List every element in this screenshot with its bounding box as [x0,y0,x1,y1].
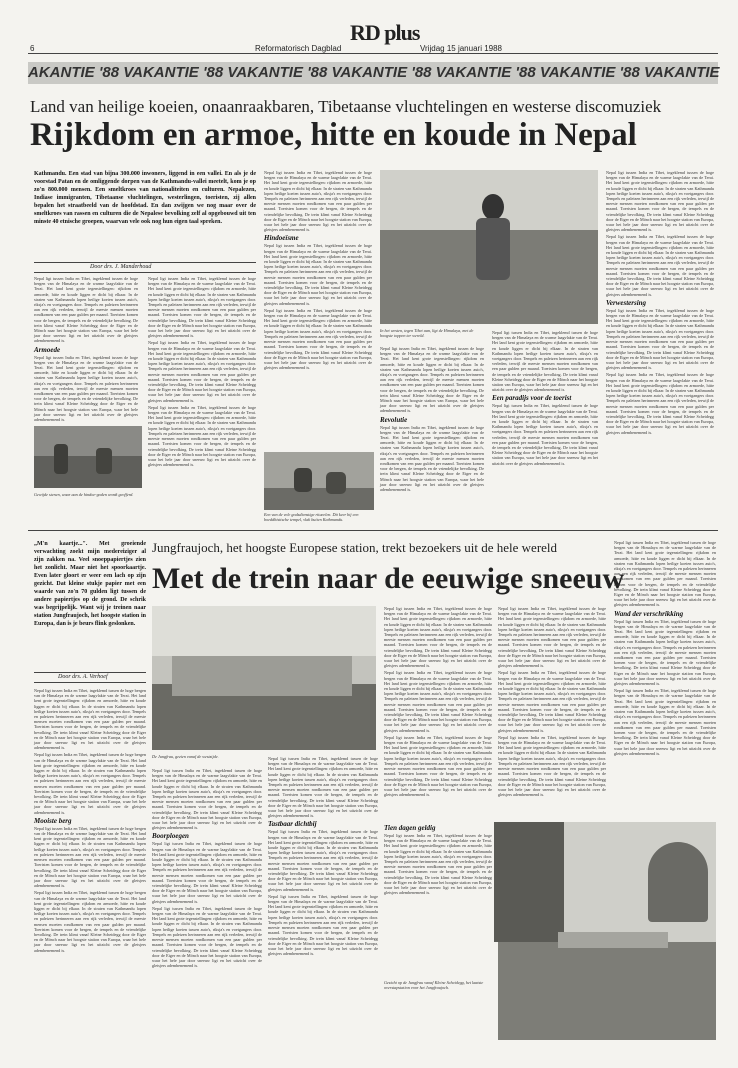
caption-kleine-scheidegg: Gezicht op de Jungfrau vanaf Kleine Scheidegg, het laatste overstapstation voor het Jungfraujoch. [384,980,484,991]
banner-text: AKANTIE '88 VAKANTIE '88 VAKANTIE '88 VAKANTIE '88 VAKANTIE '88 VAKANTIE '88 VAKANTIE [28,64,720,81]
article1-headline: Rijkdom en armoe, hitte en koude in Nepal [30,117,637,153]
photo-himalaya [380,170,598,324]
photo-jungfrau-west [152,606,376,750]
article2-headline: Met de trein naar de eeuwige sneeuw [152,562,625,595]
article2-intro: „M'n kaartje...". Met groeiende verwachting zoekt mijn medereiziger al zijn zakken na. Veel snoeppapiertjes zien het zonlicht. Maar niet het spoorkaartje. Even later gloort er weer een lach op zijn gezicht. Dat kleine stukje papier met een waarde van zo'n 70 gulden ligt tussen de andere papiertjes op de grond. De schrik was begrijpelijk. Want wij je treinen naar station Jungfraujoch, het hoogste station in Europa, dan is je beurs flink geslonken. [34,541,146,627]
article1-lead: Kathmandu. Een stad van bijna 300.000 inwoners, liggend in een vallei. En als je de voorstad Patan en de omliggende dorpen van de Kathmandu-vallei meetelt, kom je op zo'n 800.000 mensen. Een smeltkroes van nationaliteiten en culturen. Nepalezen, Indiase immigranten, Tibetaanse vluchtelingen, westerlingen, toeristen, zij allen bepalen het straatbeeld van de hoofdstad. En dan zwijgen we nog maar over de smeltkroes van rassen en culturen die de Nepalese bevolking zelf al opgebouwd uit ten minste 40 etnische groepen, waarvan vele ook nog hun eigen taal spreken. [34,171,256,225]
article2-kicker: Jungfraujoch, het hoogste Europese station, trekt bezoekers uit de hele wereld [152,540,558,555]
article2-col4: Nepal ligt tussen India en Tibet, ingeklemd tussen de hoge bergen van de Himalaya en de warme laagvlakte van de Terai. Het land kent grote tegenstellingen: rijkdom en armoede, hitte en koude liggen er dicht bij elkaar. In de straten van Kathmandu lopen heilige koeien tussen auto's, riksja's en voetgangers door. Tempels en paleizen herinneren aan een rijk verleden, terwijl de meeste mensen moeten rondkomen van een paar gulden per maand. Toeristen komen voor de bergen, de tempels en de vriendelijke bevolking. De trein klimt vanaf Kleine Scheidegg door de Eiger en de Mönch naar het hoogste station van Europa, waar het hele jaar door sneeuw ligt en het uitzicht over de gletsjers adembenemend is. Nepal ligt tussen India en Tibet, ingeklemd tussen de hoge bergen van de Himalaya en de warme laagvlakte van de Terai. Het land kent grote tegenstellingen: rijkdom en armoede, hitte en koude liggen er dicht bij elkaar. In de straten van Kathmandu lopen heilige koeien tussen auto's, riksja's en voetgangers door. Tempels en paleizen herinneren aan een rijk verleden, terwijl de meeste mensen moeten rondkomen van een paar gulden per maand. Toeristen komen voor de bergen, de tempels en de vriendelijke bevolking. De trein klimt vanaf Kleine Scheidegg door de Eiger en de Mönch naar het hoogste station van Europa, waar het hele jaar door sneeuw ligt en het uitzicht over de gletsjers adembenemend is. Nepal ligt tussen India en Tibet, ingeklemd tussen de hoge bergen van de Himalaya en de warme laagvlakte van de Terai. Het land kent grote tegenstellingen: rijkdom en armoede, hitte en koude liggen er dicht bij elkaar. In de straten van Kathmandu lopen heilige koeien tussen auto's, riksja's en voetgangers door. Tempels en paleizen herinneren aan een rijk verleden, terwijl de meeste mensen moeten rondkomen van een paar gulden per maand. Toeristen komen voor de bergen, de tempels en de vriendelijke bevolking. De trein klimt vanaf Kleine Scheidegg door de Eiger en de Mönch naar het hoogste station van Europa, waar het hele jaar door sneeuw ligt en het uitzicht over de gletsjers adembenemend is. [384,606,492,798]
logo: RD plus [350,20,420,45]
article2-col3: Nepal ligt tussen India en Tibet, ingeklemd tussen de hoge bergen van de Himalaya en de warme laagvlakte van de Terai. Het land kent grote tegenstellingen: rijkdom en armoede, hitte en koude liggen er dicht bij elkaar. In de straten van Kathmandu lopen heilige koeien tussen auto's, riksja's en voetgangers door. Tempels en paleizen herinneren aan een rijk verleden, terwijl de meeste mensen moeten rondkomen van een paar gulden per maand. Toeristen komen voor de bergen, de tempels en de vriendelijke bevolking. De trein klimt vanaf Kleine Scheidegg door de Eiger en de Mönch naar het hoogste station van Europa, waar het hele jaar door sneeuw ligt en het uitzicht over de gletsjers adembenemend is. Tastbaar dichtbij Nepal ligt tussen India en Tibet, ingeklemd tussen de hoge bergen van de Himalaya en de warme laagvlakte van de Terai. Het land kent grote tegenstellingen: rijkdom en armoede, hitte en koude liggen er dicht bij elkaar. In de straten van Kathmandu lopen heilige koeien tussen auto's, riksja's en voetgangers door. Tempels en paleizen herinneren aan een rijk verleden, terwijl de meeste mensen moeten rondkomen van een paar gulden per maand. Toeristen komen voor de bergen, de tempels en de vriendelijke bevolking. De trein klimt vanaf Kleine Scheidegg door de Eiger en de Mönch naar het hoogste station van Europa, waar het hele jaar door sneeuw ligt en het uitzicht over de gletsjers adembenemend is. Nepal ligt tussen India en Tibet, ingeklemd tussen de hoge bergen van de Himalaya en de warme laagvlakte van de Terai. Het land kent grote tegenstellingen: rijkdom en armoede, hitte en koude liggen er dicht bij elkaar. In de straten van Kathmandu lopen heilige koeien tussen auto's, riksja's en voetgangers door. Tempels en paleizen herinneren aan een rijk verleden, terwijl de meeste mensen moeten rondkomen van een paar gulden per maand. Toeristen komen voor de bergen, de tempels en de vriendelijke bevolking. De trein klimt vanaf Kleine Scheidegg door de Eiger en de Mönch naar het hoogste station van Europa, waar het hele jaar door sneeuw ligt en het uitzicht over de gletsjers adembenemend is. [268,756,378,957]
article1-col3: Nepal ligt tussen India en Tibet, ingeklemd tussen de hoge bergen van de Himalaya en de warme laagvlakte van de Terai. Het land kent grote tegenstellingen: rijkdom en armoede, hitte en koude liggen er dicht bij elkaar. In de straten van Kathmandu lopen heilige koeien tussen auto's, riksja's en voetgangers door. Tempels en paleizen herinneren aan een rijk verleden, terwijl de meeste mensen moeten rondkomen van een paar gulden per maand. Toeristen komen voor de bergen, de tempels en de vriendelijke bevolking. De trein klimt vanaf Kleine Scheidegg door de Eiger en de Mönch naar het hoogste station van Europa, waar het hele jaar door sneeuw ligt en het uitzicht over de gletsjers adembenemend is. Hindoeïsme Nepal ligt tussen India en Tibet, ingeklemd tussen de hoge bergen van de Himalaya en de warme laagvlakte van de Terai. Het land kent grote tegenstellingen: rijkdom en armoede, hitte en koude liggen er dicht bij elkaar. In de straten van Kathmandu lopen heilige koeien tussen auto's, riksja's en voetgangers door. Tempels en paleizen herinneren aan een rijk verleden, terwijl de meeste mensen moeten rondkomen van een paar gulden per maand. Toeristen komen voor de bergen, de tempels en de vriendelijke bevolking. De trein klimt vanaf Kleine Scheidegg door de Eiger en de Mönch naar het hoogste station van Europa, waar het hele jaar door sneeuw ligt en het uitzicht over de gletsjers adembenemend is. Nepal ligt tussen India en Tibet, ingeklemd tussen de hoge bergen van de Himalaya en de warme laagvlakte van de Terai. Het land kent grote tegenstellingen: rijkdom en armoede, hitte en koude liggen er dicht bij elkaar. In de straten van Kathmandu lopen heilige koeien tussen auto's, riksja's en voetgangers door. Tempels en paleizen herinneren aan een rijk verleden, terwijl de meeste mensen moeten rondkomen van een paar gulden per maand. Toeristen komen voor de bergen, de tempels en de vriendelijke bevolking. De trein klimt vanaf Kleine Scheidegg door de Eiger en de Mönch naar het hoogste station van Europa, waar het hele jaar door sneeuw ligt en het uitzicht over de gletsjers adembenemend is. [264,170,372,371]
paper-name: Reformatorisch Dagblad [255,44,342,53]
date: Vrijdag 15 januari 1988 [420,44,502,53]
article2-byline: Door drs. A. Verhoef [58,674,108,680]
article1-col6: Nepal ligt tussen India en Tibet, ingeklemd tussen de hoge bergen van de Himalaya en de warme laagvlakte van de Terai. Het land kent grote tegenstellingen: rijkdom en armoede, hitte en koude liggen er dicht bij elkaar. In de straten van Kathmandu lopen heilige koeien tussen auto's, riksja's en voetgangers door. Tempels en paleizen herinneren aan een rijk verleden, terwijl de meeste mensen moeten rondkomen van een paar gulden per maand. Toeristen komen voor de bergen, de tempels en de vriendelijke bevolking. De trein klimt vanaf Kleine Scheidegg door de Eiger en de Mönch naar het hoogste station van Europa, waar het hele jaar door sneeuw ligt en het uitzicht over de gletsjers adembenemend is. Nepal ligt tussen India en Tibet, ingeklemd tussen de hoge bergen van de Himalaya en de warme laagvlakte van de Terai. Het land kent grote tegenstellingen: rijkdom en armoede, hitte en koude liggen er dicht bij elkaar. In de straten van Kathmandu lopen heilige koeien tussen auto's, riksja's en voetgangers door. Tempels en paleizen herinneren aan een rijk verleden, terwijl de meeste mensen moeten rondkomen van een paar gulden per maand. Toeristen komen voor de bergen, de tempels en de vriendelijke bevolking. De trein klimt vanaf Kleine Scheidegg door de Eiger en de Mönch naar het hoogste station van Europa, waar het hele jaar door sneeuw ligt en het uitzicht over de gletsjers adembenemend is. Verwestersing Nepal ligt tussen India en Tibet, ingeklemd tussen de hoge bergen van de Himalaya en de warme laagvlakte van de Terai. Het land kent grote tegenstellingen: rijkdom en armoede, hitte en koude liggen er dicht bij elkaar. In de straten van Kathmandu lopen heilige koeien tussen auto's, riksja's en voetgangers door. Tempels en paleizen herinneren aan een rijk verleden, terwijl de meeste mensen moeten rondkomen van een paar gulden per maand. Toeristen komen voor de bergen, de tempels en de vriendelijke bevolking. De trein klimt vanaf Kleine Scheidegg door de Eiger en de Mönch naar het hoogste station van Europa, waar het hele jaar door sneeuw ligt en het uitzicht over de gletsjers adembenemend is. Nepal ligt tussen India en Tibet, ingeklemd tussen de hoge bergen van de Himalaya en de warme laagvlakte van de Terai. Het land kent grote tegenstellingen: rijkdom en armoede, hitte en koude liggen er dicht bij elkaar. In de straten van Kathmandu lopen heilige koeien tussen auto's, riksja's en voetgangers door. Tempels en paleizen herinneren aan een rijk verleden, terwijl de meeste mensen moeten rondkomen van een paar gulden per maand. Toeristen komen voor de bergen, de tempels en de vriendelijke bevolking. De trein klimt vanaf Kleine Scheidegg door de Eiger en de Mönch naar het hoogste station van Europa, waar het hele jaar door sneeuw ligt en het uitzicht over de gletsjers adembenemend is. [606,170,714,435]
article2-col2: Nepal ligt tussen India en Tibet, ingeklemd tussen de hoge bergen van de Himalaya en de warme laagvlakte van de Terai. Het land kent grote tegenstellingen: rijkdom en armoede, hitte en koude liggen er dicht bij elkaar. In de straten van Kathmandu lopen heilige koeien tussen auto's, riksja's en voetgangers door. Tempels en paleizen herinneren aan een rijk verleden, terwijl de meeste mensen moeten rondkomen van een paar gulden per maand. Toeristen komen voor de bergen, de tempels en de vriendelijke bevolking. De trein klimt vanaf Kleine Scheidegg door de Eiger en de Mönch naar het hoogste station van Europa, waar het hele jaar door sneeuw ligt en het uitzicht over de gletsjers adembenemend is. Boorploegen Nepal ligt tussen India en Tibet, ingeklemd tussen de hoge bergen van de Himalaya en de warme laagvlakte van de Terai. Het land kent grote tegenstellingen: rijkdom en armoede, hitte en koude liggen er dicht bij elkaar. In de straten van Kathmandu lopen heilige koeien tussen auto's, riksja's en voetgangers door. Tempels en paleizen herinneren aan een rijk verleden, terwijl de meeste mensen moeten rondkomen van een paar gulden per maand. Toeristen komen voor de bergen, de tempels en de vriendelijke bevolking. De trein klimt vanaf Kleine Scheidegg door de Eiger en de Mönch naar het hoogste station van Europa, waar het hele jaar door sneeuw ligt en het uitzicht over de gletsjers adembenemend is. Nepal ligt tussen India en Tibet, ingeklemd tussen de hoge bergen van de Himalaya en de warme laagvlakte van de Terai. Het land kent grote tegenstellingen: rijkdom en armoede, hitte en koude liggen er dicht bij elkaar. In de straten van Kathmandu lopen heilige koeien tussen auto's, riksja's en voetgangers door. Tempels en paleizen herinneren aan een rijk verleden, terwijl de meeste mensen moeten rondkomen van een paar gulden per maand. Toeristen komen voor de bergen, de tempels en de vriendelijke bevolking. De trein klimt vanaf Kleine Scheidegg door de Eiger en de Mönch naar het hoogste station van Europa, waar het hele jaar door sneeuw ligt en het uitzicht over de gletsjers adembenemend is. [152,768,262,969]
article1-col5: Nepal ligt tussen India en Tibet, ingeklemd tussen de hoge bergen van de Himalaya en de warme laagvlakte van de Terai. Het land kent grote tegenstellingen: rijkdom en armoede, hitte en koude liggen er dicht bij elkaar. In de straten van Kathmandu lopen heilige koeien tussen auto's, riksja's en voetgangers door. Tempels en paleizen herinneren aan een rijk verleden, terwijl de meeste mensen moeten rondkomen van een paar gulden per maand. Toeristen komen voor de bergen, de tempels en de vriendelijke bevolking. De trein klimt vanaf Kleine Scheidegg door de Eiger en de Mönch naar het hoogste station van Europa, waar het hele jaar door sneeuw ligt en het uitzicht over de gletsjers adembenemend is. Een paradijs voor de toerist Nepal ligt tussen India en Tibet, ingeklemd tussen de hoge bergen van de Himalaya en de warme laagvlakte van de Terai. Het land kent grote tegenstellingen: rijkdom en armoede, hitte en koude liggen er dicht bij elkaar. In de straten van Kathmandu lopen heilige koeien tussen auto's, riksja's en voetgangers door. Tempels en paleizen herinneren aan een rijk verleden, terwijl de meeste mensen moeten rondkomen van een paar gulden per maand. Toeristen komen voor de bergen, de tempels en de vriendelijke bevolking. De trein klimt vanaf Kleine Scheidegg door de Eiger en de Mönch naar het hoogste station van Europa, waar het hele jaar door sneeuw ligt en het uitzicht over de gletsjers adembenemend is. [492,330,598,466]
caption-jungfrau-west: De Jungfrau, gezien vanaf de westzijde. [152,754,219,759]
article1-col1: Nepal ligt tussen India en Tibet, ingeklemd tussen de hoge bergen van de Himalaya en de warme laagvlakte van de Terai. Het land kent grote tegenstellingen: rijkdom en armoede, hitte en koude liggen er dicht bij elkaar. In de straten van Kathmandu lopen heilige koeien tussen auto's, riksja's en voetgangers door. Tempels en paleizen herinneren aan een rijk verleden, terwijl de meeste mensen moeten rondkomen van een paar gulden per maand. Toeristen komen voor de bergen, de tempels en de vriendelijke bevolking. De trein klimt vanaf Kleine Scheidegg door de Eiger en de Mönch naar het hoogste station van Europa, waar het hele jaar door sneeuw ligt en het uitzicht over de gletsjers adembenemend is. Armoede Nepal ligt tussen India en Tibet, ingeklemd tussen de hoge bergen van de Himalaya en de warme laagvlakte van de Terai. Het land kent grote tegenstellingen: rijkdom en armoede, hitte en koude liggen er dicht bij elkaar. In de straten van Kathmandu lopen heilige koeien tussen auto's, riksja's en voetgangers door. Tempels en paleizen herinneren aan een rijk verleden, terwijl de meeste mensen moeten rondkomen van een paar gulden per maand. Toeristen komen voor de bergen, de tempels en de vriendelijke bevolking. De trein klimt vanaf Kleine Scheidegg door de Eiger en de Mönch naar het hoogste station van Europa, waar het hele jaar door sneeuw ligt en het uitzicht over de gletsjers adembenemend is. [34,276,138,423]
article1-col2: Nepal ligt tussen India en Tibet, ingeklemd tussen de hoge bergen van de Himalaya en de warme laagvlakte van de Terai. Het land kent grote tegenstellingen: rijkdom en armoede, hitte en koude liggen er dicht bij elkaar. In de straten van Kathmandu lopen heilige koeien tussen auto's, riksja's en voetgangers door. Tempels en paleizen herinneren aan een rijk verleden, terwijl de meeste mensen moeten rondkomen van een paar gulden per maand. Toeristen komen voor de bergen, de tempels en de vriendelijke bevolking. De trein klimt vanaf Kleine Scheidegg door de Eiger en de Mönch naar het hoogste station van Europa, waar het hele jaar door sneeuw ligt en het uitzicht over de gletsjers adembenemend is. Nepal ligt tussen India en Tibet, ingeklemd tussen de hoge bergen van de Himalaya en de warme laagvlakte van de Terai. Het land kent grote tegenstellingen: rijkdom en armoede, hitte en koude liggen er dicht bij elkaar. In de straten van Kathmandu lopen heilige koeien tussen auto's, riksja's en voetgangers door. Tempels en paleizen herinneren aan een rijk verleden, terwijl de meeste mensen moeten rondkomen van een paar gulden per maand. Toeristen komen voor de bergen, de tempels en de vriendelijke bevolking. De trein klimt vanaf Kleine Scheidegg door de Eiger en de Mönch naar het hoogste station van Europa, waar het hele jaar door sneeuw ligt en het uitzicht over de gletsjers adembenemend is. Nepal ligt tussen India en Tibet, ingeklemd tussen de hoge bergen van de Himalaya en de warme laagvlakte van de Terai. Het land kent grote tegenstellingen: rijkdom en armoede, hitte en koude liggen er dicht bij elkaar. In de straten van Kathmandu lopen heilige koeien tussen auto's, riksja's en voetgangers door. Tempels en paleizen herinneren aan een rijk verleden, terwijl de meeste mensen moeten rondkomen van een paar gulden per maand. Toeristen komen voor de bergen, de tempels en de vriendelijke bevolking. De trein klimt vanaf Kleine Scheidegg door de Eiger en de Mönch naar het hoogste station van Europa, waar het hele jaar door sneeuw ligt en het uitzicht over de gletsjers adembenemend is. [148,276,256,468]
header-rule [28,53,718,54]
article1-col4: Nepal ligt tussen India en Tibet, ingeklemd tussen de hoge bergen van de Himalaya en de warme laagvlakte van de Terai. Het land kent grote tegenstellingen: rijkdom en armoede, hitte en koude liggen er dicht bij elkaar. In de straten van Kathmandu lopen heilige koeien tussen auto's, riksja's en voetgangers door. Tempels en paleizen herinneren aan een rijk verleden, terwijl de meeste mensen moeten rondkomen van een paar gulden per maand. Toeristen komen voor de bergen, de tempels en de vriendelijke bevolking. De trein klimt vanaf Kleine Scheidegg door de Eiger en de Mönch naar het hoogste station van Europa, waar het hele jaar door sneeuw ligt en het uitzicht over de gletsjers adembenemend is. Revolutie Nepal ligt tussen India en Tibet, ingeklemd tussen de hoge bergen van de Himalaya en de warme laagvlakte van de Terai. Het land kent grote tegenstellingen: rijkdom en armoede, hitte en koude liggen er dicht bij elkaar. In de straten van Kathmandu lopen heilige koeien tussen auto's, riksja's en voetgangers door. Tempels en paleizen herinneren aan een rijk verleden, terwijl de meeste mensen moeten rondkomen van een paar gulden per maand. Toeristen komen voor de bergen, de tempels en de vriendelijke bevolking. De trein klimt vanaf Kleine Scheidegg door de Eiger en de Mönch naar het hoogste station van Europa, waar het hele jaar door sneeuw ligt en het uitzicht over de gletsjers adembenemend is. [380,346,484,493]
photo-stones [34,426,142,488]
article-divider [28,530,718,531]
byline-rule-bottom [34,272,256,273]
photo-kleine-scheidegg [498,822,716,1040]
article2-col1: Nepal ligt tussen India en Tibet, ingeklemd tussen de hoge bergen van de Himalaya en de warme laagvlakte van de Terai. Het land kent grote tegenstellingen: rijkdom en armoede, hitte en koude liggen er dicht bij elkaar. In de straten van Kathmandu lopen heilige koeien tussen auto's, riksja's en voetgangers door. Tempels en paleizen herinneren aan een rijk verleden, terwijl de meeste mensen moeten rondkomen van een paar gulden per maand. Toeristen komen voor de bergen, de tempels en de vriendelijke bevolking. De trein klimt vanaf Kleine Scheidegg door de Eiger en de Mönch naar het hoogste station van Europa, waar het hele jaar door sneeuw ligt en het uitzicht over de gletsjers adembenemend is. Nepal ligt tussen India en Tibet, ingeklemd tussen de hoge bergen van de Himalaya en de warme laagvlakte van de Terai. Het land kent grote tegenstellingen: rijkdom en armoede, hitte en koude liggen er dicht bij elkaar. In de straten van Kathmandu lopen heilige koeien tussen auto's, riksja's en voetgangers door. Tempels en paleizen herinneren aan een rijk verleden, terwijl de meeste mensen moeten rondkomen van een paar gulden per maand. Toeristen komen voor de bergen, de tempels en de vriendelijke bevolking. De trein klimt vanaf Kleine Scheidegg door de Eiger en de Mönch naar het hoogste station van Europa, waar het hele jaar door sneeuw ligt en het uitzicht over de gletsjers adembenemend is. Mooiste berg Nepal ligt tussen India en Tibet, ingeklemd tussen de hoge bergen van de Himalaya en de warme laagvlakte van de Terai. Het land kent grote tegenstellingen: rijkdom en armoede, hitte en koude liggen er dicht bij elkaar. In de straten van Kathmandu lopen heilige koeien tussen auto's, riksja's en voetgangers door. Tempels en paleizen herinneren aan een rijk verleden, terwijl de meeste mensen moeten rondkomen van een paar gulden per maand. Toeristen komen voor de bergen, de tempels en de vriendelijke bevolking. De trein klimt vanaf Kleine Scheidegg door de Eiger en de Mönch naar het hoogste station van Europa, waar het hele jaar door sneeuw ligt en het uitzicht over de gletsjers adembenemend is. Nepal ligt tussen India en Tibet, ingeklemd tussen de hoge bergen van de Himalaya en de warme laagvlakte van de Terai. Het land kent grote tegenstellingen: rijkdom en armoede, hitte en koude liggen er dicht bij elkaar. In de straten van Kathmandu lopen heilige koeien tussen auto's, riksja's en voetgangers door. Tempels en paleizen herinneren aan een rijk verleden, terwijl de meeste mensen moeten rondkomen van een paar gulden per maand. Toeristen komen voor de bergen, de tempels en de vriendelijke bevolking. De trein klimt vanaf Kleine Scheidegg door de Eiger en de Mönch naar het hoogste station van Europa, waar het hele jaar door sneeuw ligt en het uitzicht over de gletsjers adembenemend is. [34,688,146,953]
article2-col6: Nepal ligt tussen India en Tibet, ingeklemd tussen de hoge bergen van de Himalaya en de warme laagvlakte van de Terai. Het land kent grote tegenstellingen: rijkdom en armoede, hitte en koude liggen er dicht bij elkaar. In de straten van Kathmandu lopen heilige koeien tussen auto's, riksja's en voetgangers door. Tempels en paleizen herinneren aan een rijk verleden, terwijl de meeste mensen moeten rondkomen van een paar gulden per maand. Toeristen komen voor de bergen, de tempels en de vriendelijke bevolking. De trein klimt vanaf Kleine Scheidegg door de Eiger en de Mönch naar het hoogste station van Europa, waar het hele jaar door sneeuw ligt en het uitzicht over de gletsjers adembenemend is. Wand der verschrikking Nepal ligt tussen India en Tibet, ingeklemd tussen de hoge bergen van de Himalaya en de warme laagvlakte van de Terai. Het land kent grote tegenstellingen: rijkdom en armoede, hitte en koude liggen er dicht bij elkaar. In de straten van Kathmandu lopen heilige koeien tussen auto's, riksja's en voetgangers door. Tempels en paleizen herinneren aan een rijk verleden, terwijl de meeste mensen moeten rondkomen van een paar gulden per maand. Toeristen komen voor de bergen, de tempels en de vriendelijke bevolking. De trein klimt vanaf Kleine Scheidegg door de Eiger en de Mönch naar het hoogste station van Europa, waar het hele jaar door sneeuw ligt en het uitzicht over de gletsjers adembenemend is. Nepal ligt tussen India en Tibet, ingeklemd tussen de hoge bergen van de Himalaya en de warme laagvlakte van de Terai. Het land kent grote tegenstellingen: rijkdom en armoede, hitte en koude liggen er dicht bij elkaar. In de straten van Kathmandu lopen heilige koeien tussen auto's, riksja's en voetgangers door. Tempels en paleizen herinneren aan een rijk verleden, terwijl de meeste mensen moeten rondkomen van een paar gulden per maand. Toeristen komen voor de bergen, de tempels en de vriendelijke bevolking. De trein klimt vanaf Kleine Scheidegg door de Eiger en de Mönch naar het hoogste station van Europa, waar het hele jaar door sneeuw ligt en het uitzicht over de gletsjers adembenemend is. [614,540,716,756]
caption-stones: Gewijde stenen, waar aan de hindoe-goden wordt geofferd. [34,492,134,497]
vacation-banner [28,62,718,84]
article1-byline: Door drs. J. Manderhoud [90,264,152,270]
byline2-rule-bottom [34,682,146,683]
caption-himalaya: In het westen, tegen Tibet aan, ligt de Himalaya, met de hoogste toppen ter wereld. [380,328,474,339]
photo-ritual [264,452,374,510]
byline2-rule-top [34,672,146,673]
article2-col4-lower: Tien dagen geldig Nepal ligt tussen India en Tibet, ingeklemd tussen de hoge bergen van de Himalaya en de warme laagvlakte van de Terai. Het land kent grote tegenstellingen: rijkdom en armoede, hitte en koude liggen er dicht bij elkaar. In de straten van Kathmandu lopen heilige koeien tussen auto's, riksja's en voetgangers door. Tempels en paleizen herinneren aan een rijk verleden, terwijl de meeste mensen moeten rondkomen van een paar gulden per maand. Toeristen komen voor de bergen, de tempels en de vriendelijke bevolking. De trein klimt vanaf Kleine Scheidegg door de Eiger en de Mönch naar het hoogste station van Europa, waar het hele jaar door sneeuw ligt en het uitzicht over de gletsjers adembenemend is. [384,824,492,896]
article2-col5: Nepal ligt tussen India en Tibet, ingeklemd tussen de hoge bergen van de Himalaya en de warme laagvlakte van de Terai. Het land kent grote tegenstellingen: rijkdom en armoede, hitte en koude liggen er dicht bij elkaar. In de straten van Kathmandu lopen heilige koeien tussen auto's, riksja's en voetgangers door. Tempels en paleizen herinneren aan een rijk verleden, terwijl de meeste mensen moeten rondkomen van een paar gulden per maand. Toeristen komen voor de bergen, de tempels en de vriendelijke bevolking. De trein klimt vanaf Kleine Scheidegg door de Eiger en de Mönch naar het hoogste station van Europa, waar het hele jaar door sneeuw ligt en het uitzicht over de gletsjers adembenemend is. Nepal ligt tussen India en Tibet, ingeklemd tussen de hoge bergen van de Himalaya en de warme laagvlakte van de Terai. Het land kent grote tegenstellingen: rijkdom en armoede, hitte en koude liggen er dicht bij elkaar. In de straten van Kathmandu lopen heilige koeien tussen auto's, riksja's en voetgangers door. Tempels en paleizen herinneren aan een rijk verleden, terwijl de meeste mensen moeten rondkomen van een paar gulden per maand. Toeristen komen voor de bergen, de tempels en de vriendelijke bevolking. De trein klimt vanaf Kleine Scheidegg door de Eiger en de Mönch naar het hoogste station van Europa, waar het hele jaar door sneeuw ligt en het uitzicht over de gletsjers adembenemend is. Nepal ligt tussen India en Tibet, ingeklemd tussen de hoge bergen van de Himalaya en de warme laagvlakte van de Terai. Het land kent grote tegenstellingen: rijkdom en armoede, hitte en koude liggen er dicht bij elkaar. In de straten van Kathmandu lopen heilige koeien tussen auto's, riksja's en voetgangers door. Tempels en paleizen herinneren aan een rijk verleden, terwijl de meeste mensen moeten rondkomen van een paar gulden per maand. Toeristen komen voor de bergen, de tempels en de vriendelijke bevolking. De trein klimt vanaf Kleine Scheidegg door de Eiger en de Mönch naar het hoogste station van Europa, waar het hele jaar door sneeuw ligt en het uitzicht over de gletsjers adembenemend is. [498,606,606,798]
caption-ritual: Een van de vele godsdienstige ritueelen. Dit keer bij een boeddhistische tempel, vlak buiten Kathmandu. [264,512,359,523]
byline-rule-top [34,262,256,263]
page-number: 6 [30,44,35,53]
article1-kicker: Land van heilige koeien, onaanraakbaren, Tibetaanse vluchtelingen en westerse discomuziek [30,97,662,116]
